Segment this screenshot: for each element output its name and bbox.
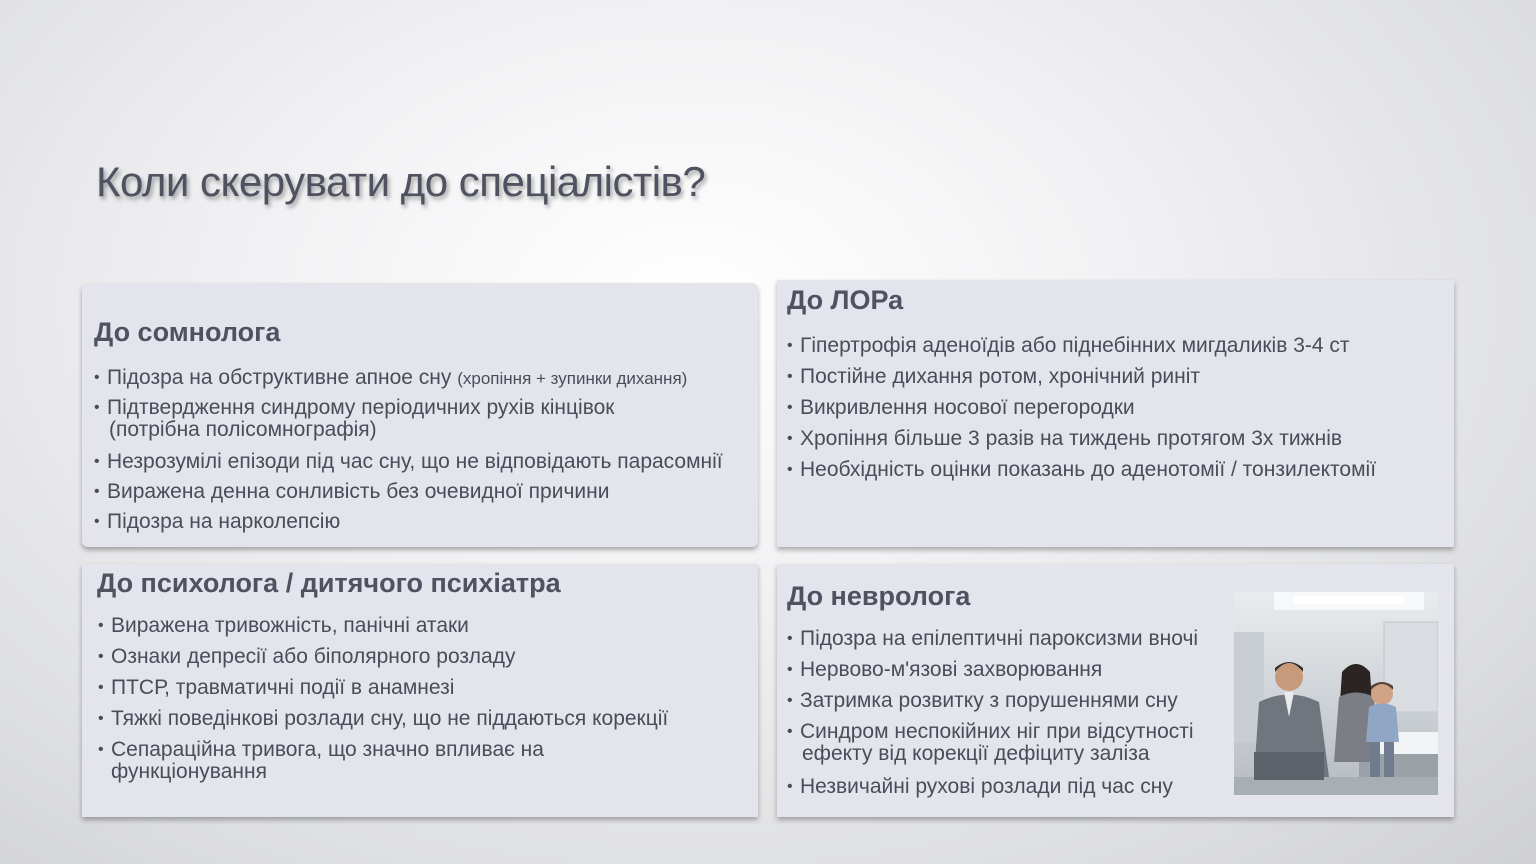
neuro-heading: До невролога: [787, 581, 971, 611]
psych-list: [98, 615, 748, 792]
list-item: • Хропіння більше 3 разів на тиждень протягом 3х тижнів: [787, 428, 1447, 450]
list-item: • Затримка розвитку з порушеннями сну: [787, 690, 1237, 712]
list-item: • Підозра на епілептичні пароксизми вночі: [787, 628, 1237, 650]
somnolog-list: [94, 367, 754, 533]
list-item: • Виражена денна сонливість без очевидної причини: [94, 481, 754, 503]
neuro-list: [787, 628, 1237, 807]
list-item: • Постійне дихання ротом, хронічний риніт: [787, 366, 1447, 388]
list-item: • Гіпертрофія аденоїдів або піднебінних мигдаликів 3-4 ст: [787, 335, 1447, 357]
psych-card: [82, 564, 758, 817]
psych-heading: До психолога / дитячого психіатра: [97, 568, 561, 598]
somnolog-card: [82, 283, 758, 547]
list-item: • Викривлення носової перегородки: [787, 397, 1447, 419]
lor-card: [777, 280, 1454, 547]
photo-illustration-icon: [1234, 592, 1438, 795]
list-item: • Підозра на нарколепсію: [94, 511, 754, 533]
lor-heading: До ЛОРа: [787, 285, 904, 315]
list-item: • Тяжкі поведінкові розлади сну, що не піддаються корекції: [98, 708, 748, 730]
list-item: • Незвичайні рухові розлади під час сну: [787, 776, 1237, 798]
neuro-card: [777, 564, 1454, 817]
somnolog-heading: До сомнолога: [94, 317, 281, 347]
doctor-with-child-photo: [1234, 592, 1438, 795]
slide-title: Коли скерувати до спеціалістів?: [96, 158, 706, 205]
list-item: • Підозра на обструктивне апное сну (хропіння + зупинки дихання): [94, 367, 754, 390]
lor-list: [787, 335, 1447, 490]
list-item: • Ознаки депресії або біполярного розладу: [98, 646, 748, 668]
list-item: • Нервово-м'язові захворювання: [787, 659, 1237, 681]
list-item: • Виражена тривожність, панічні атаки: [98, 615, 748, 637]
list-item: • Незрозумілі епізоди під час сну, що не відповідають парасомнії: [94, 451, 754, 473]
list-item: • Сепараційна тривога, що значно впливає на функціонування: [98, 739, 748, 783]
list-item: • Синдром неспокійних ніг при відсутності ефекту від корекції дефіциту заліза: [787, 721, 1237, 765]
list-item: • ПТСР, травматичні події в анамнезі: [98, 677, 748, 699]
list-item: • Підтвердження синдрому періодичних рухів кінцівок (потрібна полісомнографія): [94, 397, 754, 441]
list-item: • Необхідність оцінки показань до аденотомії / тонзилектомії: [787, 459, 1447, 481]
